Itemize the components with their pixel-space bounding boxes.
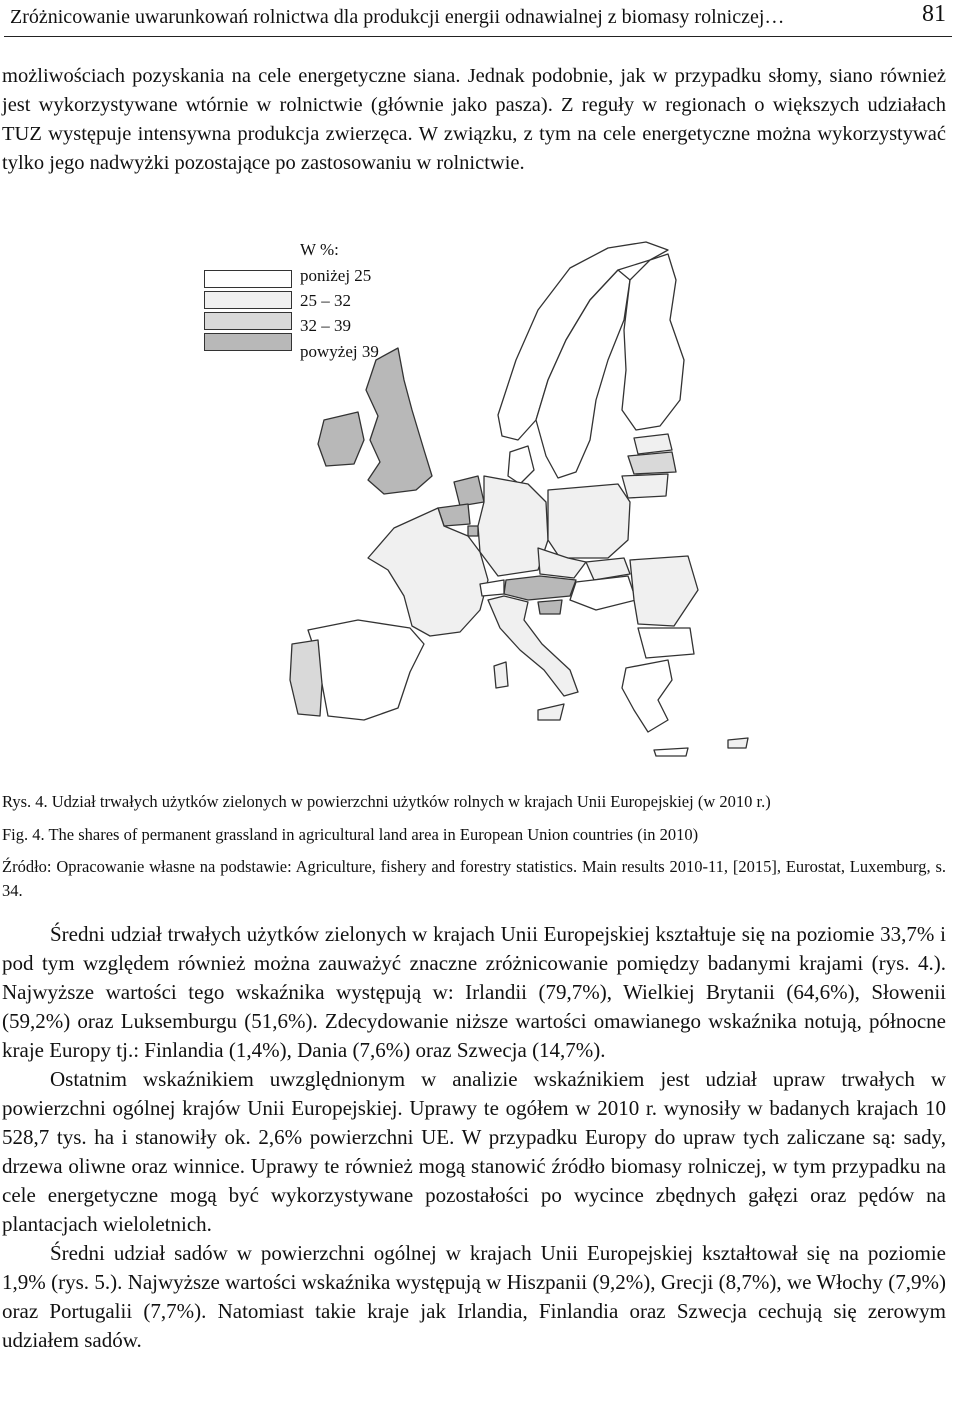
map-spain (308, 620, 424, 720)
figure-caption-pl: Rys. 4. Udział trwałych użytków zielonych w powierzchni użytków rolnych w krajach Unii Europejskiej (w 2010 r.) (2, 792, 771, 811)
legend-item: 25 – 32 (300, 291, 351, 310)
map-slovenia (538, 600, 562, 614)
map-crete (654, 748, 688, 756)
figure-caption-en: Fig. 4. The shares of permanent grassland in agricultural land area in European Union countries (in 2010) (2, 825, 699, 844)
map-poland (548, 484, 630, 558)
map-cyprus (728, 738, 748, 748)
map-ireland (318, 412, 364, 466)
map-netherlands (454, 476, 484, 506)
map-germany (478, 476, 548, 576)
page-number: 81 (922, 1, 946, 27)
map-hungary (570, 576, 636, 610)
map-greece (622, 660, 672, 732)
figure-source: Źródło: Opracowanie własne na podstawie: Agriculture, fishery and forestry statistics. Main results 2010-11, [2015], Eurostat, Luxemburg, s. 34. (2, 857, 946, 900)
map-finland (622, 254, 684, 430)
legend-swatch (204, 312, 292, 330)
legend-item: 32 – 39 (300, 316, 351, 335)
map-luxembourg (468, 526, 478, 536)
map-estonia (634, 434, 672, 454)
intro-paragraph: możliwościach pozyskania na cele energetyczne siana. Jednak podobnie, jak w przypadku słomy, siano również jest wykorzystywane wtórnie w rolnictwie (głównie jako pasza). Z reguły w regionach o większych udziałach TUZ występuje intensywna produkcja zwierzęca. W związku, z tym na cele energetyczne można wykorzystywać tylko jego nadwyżki pozostające po zastosowaniu w rolnictwie. (2, 65, 946, 174)
body-text (2, 920, 946, 1355)
map-romania (630, 556, 698, 626)
page-header (4, 0, 952, 37)
map-uk (366, 348, 432, 494)
body-paragraph: Ostatnim wskaźnikiem uwzględnionym w analizie wskaźnikiem jest udział upraw trwałych w powierzchni ogólnej krajów Unii Europejskiej. Uprawy te ogółem w 2010 r. wynosiły w badanych krajach 10 528,7 tys. ha i stanowiły ok. 2,6% powierzchni UE. W przypadku Europy do upraw tych zaliczane są: sady, drzewa oliwne oraz winnice. Uprawy te również mogą stanowić źródło biomasy rolniczej, w tym przypadku na cele energetyczne mogą być wykorzystywane pozostałości po wycince zbędnych gałęzi oraz pędów na plantacjach wieloletnich. (2, 1067, 946, 1236)
running-title: Zróżnicowanie uwarunkowań rolnictwa dla produkcji energii odnawialnej z biomasy rolniczej… (10, 6, 785, 28)
map-bulgaria (638, 628, 694, 658)
legend-swatch (204, 291, 292, 309)
map-denmark (508, 446, 534, 484)
map-austria (504, 576, 576, 600)
map-lithuania (622, 474, 668, 498)
legend-swatch (204, 333, 292, 351)
legend-item: powyżej 39 (300, 342, 379, 361)
legend-title: W %: (300, 240, 339, 259)
legend-item: poniżej 25 (300, 266, 372, 285)
map-sicily (538, 704, 564, 720)
map-portugal (290, 640, 322, 716)
map-sardinia (494, 662, 508, 688)
body-paragraph: Średni udział trwałych użytków zielonych w krajach Unii Europejskiej kształtuje się na poziomie 33,7% i pod tym względem również można zauważyć znaczne zróżnicowanie pomiędzy badanymi krajami (rys. 4.). Najwyższe wartości tego wskaźnika występują w: Irlandii (79,7%), Wielkiej Brytanii (64,6%), Słowenii (59,2%) oraz Luksemburgu (51,6%). Zdecydowanie niższe wartości omawianego wskaźnika notują, północne kraje Europy tj.: Finlandia (1,4%), Dania (7,6%) oraz Szwecja (14,7%). (2, 922, 946, 1062)
legend-swatch (204, 270, 292, 288)
map-latvia (628, 452, 676, 474)
body-paragraph: Średni udział sadów w powierzchni ogólnej w krajach Unii Europejskiej kształtował się na poziomie 1,9% (rys. 5.). Najwyższe wartości wskaźnika występują w Hiszpanii (9,2%), Grecji (8,7%), we Włochy (7,9%) oraz Portugalii (7,7%). Natomiast takie kraje jak Irlandia, Finlandia oraz Szwecja cechują się zerowym udziałem sadów. (2, 1241, 946, 1352)
